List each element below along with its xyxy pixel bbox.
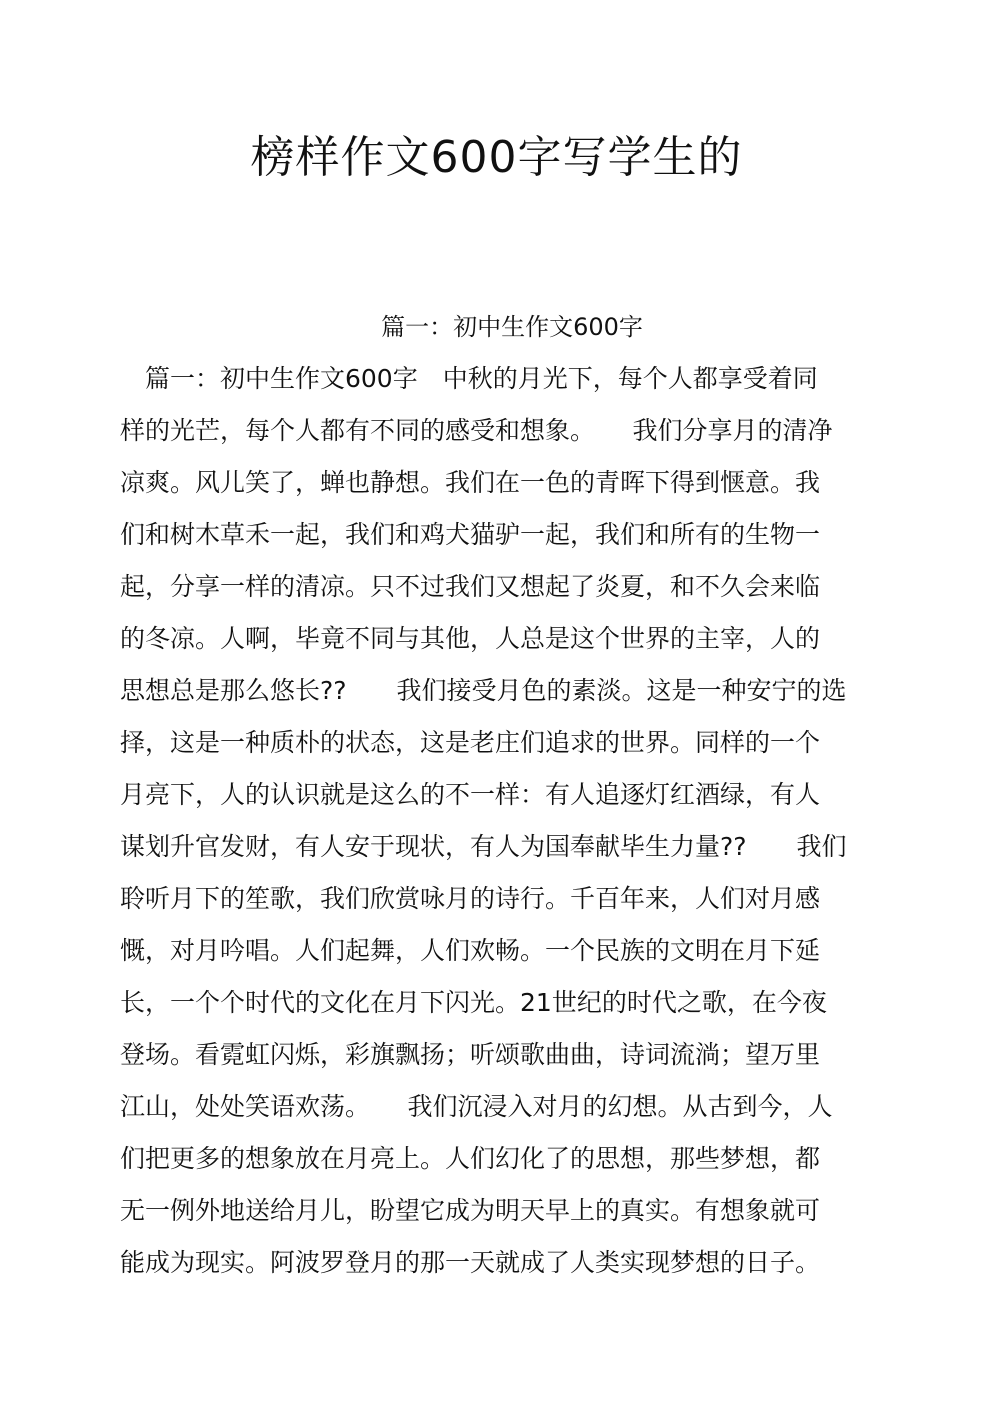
text-line-content: 择，这是一种质朴的状态，这是老庄们追求的世界。同样的一个 [120,728,821,757]
text-line-content: 思想总是那么悠长?? 我们接受月色的素淡。这是一种安宁的选 [120,676,847,705]
text-line-content: 样的光芒，每个人都有不同的感受和想象。 我们分享月的清净 [120,416,833,445]
text-line-content: 们把更多的想象放在月亮上。人们幻化了的思想，那些梦想，都 [120,1144,821,1173]
text-line [120,977,880,1029]
document-title: 榜样作文600字写学生的 [250,132,743,183]
text-line-content: 的冬凉。人啊，毕竟不同与其他，人总是这个世界的主宰，人的 [120,624,821,653]
text-line-content: 登场。看霓虹闪烁，彩旗飘扬；听颂歌曲曲，诗词流淌；望万里 [120,1040,821,1069]
body-text [120,353,880,1289]
text-line [120,873,880,925]
text-line-content: 起，分享一样的清凉。只不过我们又想起了炎夏，和不久会来临 [120,572,821,601]
text-line-content: 聆听月下的笙歌，我们欣赏咏月的诗行。千百年来，人们对月感 [120,884,821,913]
text-line-content: 无一例外地送给月儿，盼望它成为明天早上的真实。有想象就可 [120,1196,821,1225]
text-line [120,1133,880,1185]
text-line [120,457,880,509]
text-line-content: 篇一：初中生作文600字 中秋的月光下，每个人都享受着同 [120,364,818,393]
text-line [120,821,880,873]
text-line [120,405,880,457]
text-line [120,613,880,665]
text-line-content: 们和树木草禾一起，我们和鸡犬猫驴一起，我们和所有的生物一 [120,520,821,549]
text-line-content: 谋划升官发财，有人安于现状，有人为国奉献毕生力量?? 我们 [120,832,847,861]
text-line-content: 长，一个个时代的文化在月下闪光。21世纪的时代之歌，在今夜 [120,988,827,1017]
text-line-content: 慨，对月吟唱。人们起舞，人们欢畅。一个民族的文明在月下延 [120,936,821,965]
text-line [120,665,880,717]
text-line [120,925,880,977]
text-line [120,1237,880,1289]
text-line-content: 月亮下，人的认识就是这么的不一样：有人追逐灯红酒绿，有人 [120,780,821,809]
text-line [120,509,880,561]
text-line [120,769,880,821]
section-heading: 篇一：初中生作文600字 [381,313,643,341]
text-line [120,353,880,405]
text-line [120,1185,880,1237]
text-line-content: 江山，处处笑语欢荡。 我们沉浸入对月的幻想。从古到今，人 [120,1092,833,1121]
text-line [120,1081,880,1133]
text-line-content: 能成为现实。阿波罗登月的那一天就成了人类实现梦想的日子。 [120,1248,821,1277]
text-line-content: 凉爽。风儿笑了，蝉也静想。我们在一色的青晖下得到惬意。我 [120,468,821,497]
text-line [120,717,880,769]
text-line [120,561,880,613]
text-line [120,1029,880,1081]
